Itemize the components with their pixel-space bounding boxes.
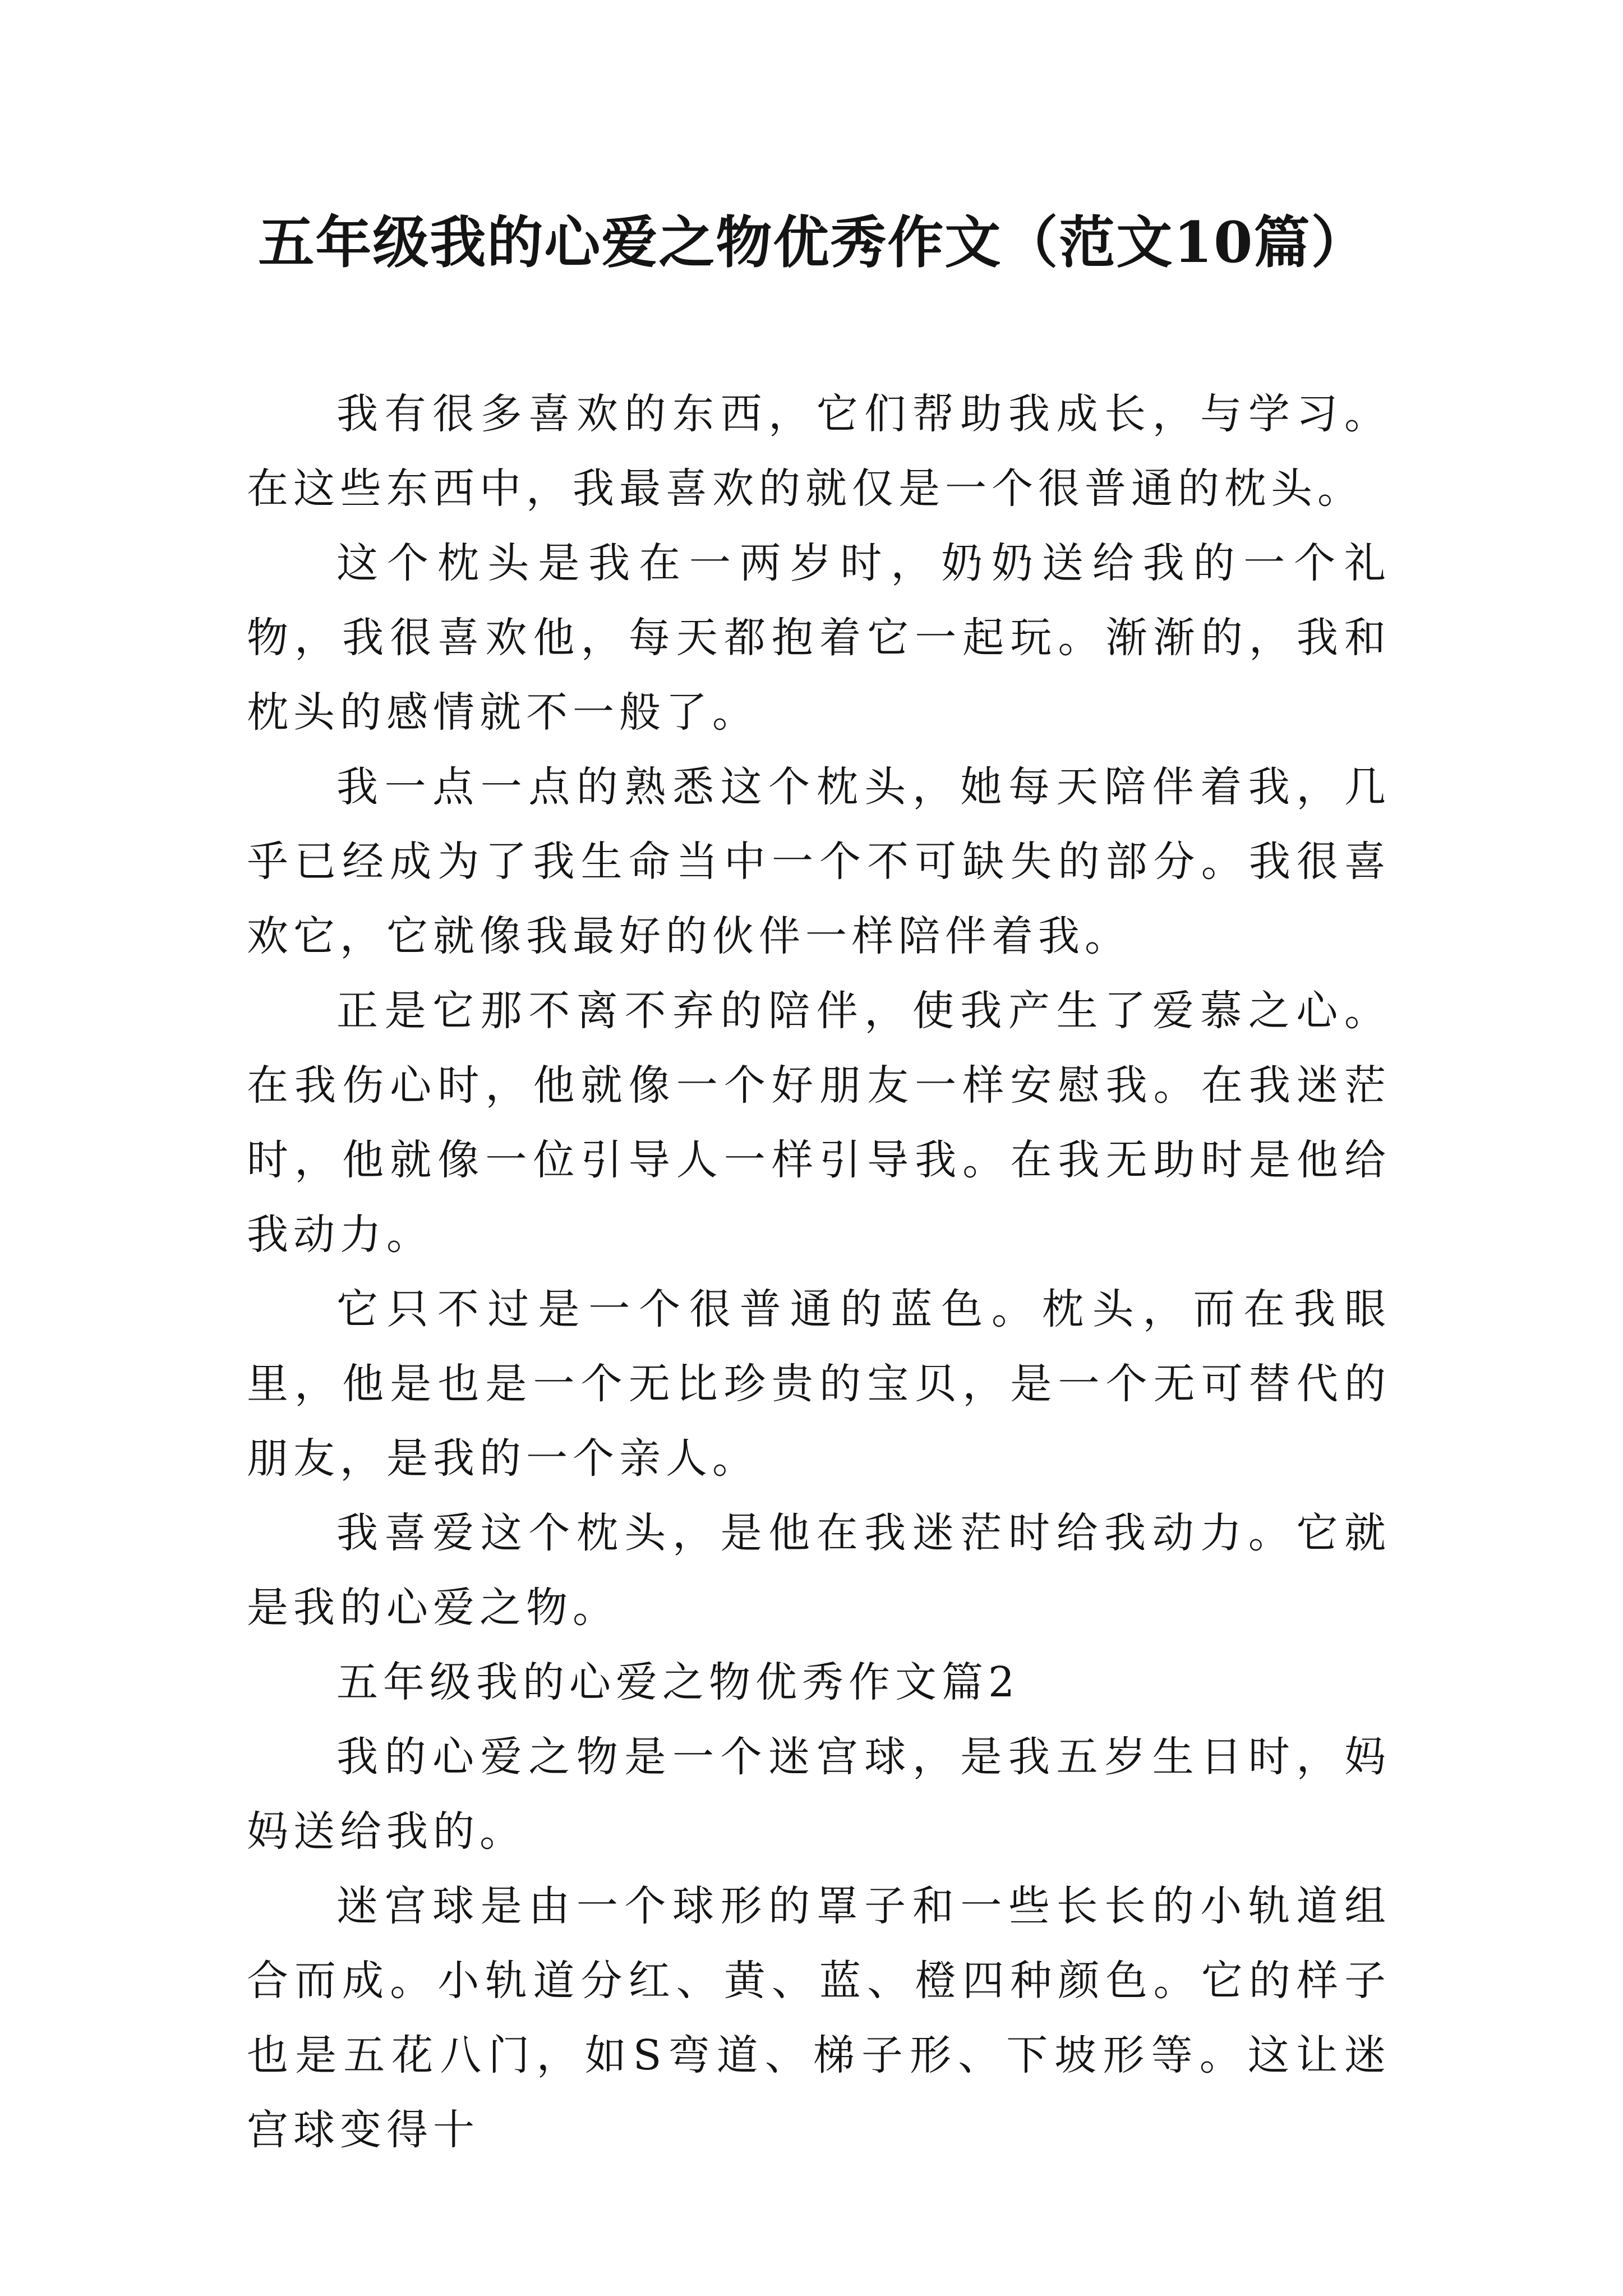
paragraph: 我一点一点的熟悉这个枕头，她每天陪伴着我，几乎已经成为了我生命当中一个不可缺失的部分。我很喜欢它，它就像我最好的伙伴一样陪伴着我。 [247, 763, 1391, 960]
paragraph: 我喜爱这个枕头，是他在我迷茫时给我动力。它就是我的心爱之物。 [247, 1509, 1391, 1632]
paragraph: 这个枕头是我在一两岁时，奶奶送给我的一个礼物，我很喜欢他，每天都抱着它一起玩。渐渐的，我和枕头的感情就不一般了。 [247, 539, 1391, 737]
paragraph: 我的心爱之物是一个迷宫球，是我五岁生日时，妈妈送给我的。 [247, 1733, 1391, 1856]
paragraph: 我有很多喜欢的东西，它们帮助我成长，与学习。在这些东西中，我最喜欢的就仅是一个很普通的枕头。 [247, 390, 1391, 513]
paragraph: 迷宫球是由一个球形的罩子和一些长长的小轨道组合而成。小轨道分红、黄、蓝、橙四种颜色。它的样子也是五花八门，如S弯道、梯子形、下坡形等。这让迷宫球变得十 [247, 1882, 1391, 2154]
paragraph: 它只不过是一个很普通的蓝色。枕头，而在我眼里，他是也是一个无比珍贵的宝贝，是一个无可替代的朋友，是我的一个亲人。 [247, 1285, 1391, 1483]
document-body [247, 377, 1391, 2168]
paragraph: 正是它那不离不弃的陪伴，使我产生了爱慕之心。在我伤心时，他就像一个好朋友一样安慰我。在我迷茫时，他就像一位引导人一样引导我。在我无助时是他给我动力。 [247, 987, 1391, 1259]
document-title: 五年级我的心爱之物优秀作文（范文10篇） [258, 209, 1368, 275]
section-heading: 五年级我的心爱之物优秀作文篇2 [336, 1658, 1020, 1706]
